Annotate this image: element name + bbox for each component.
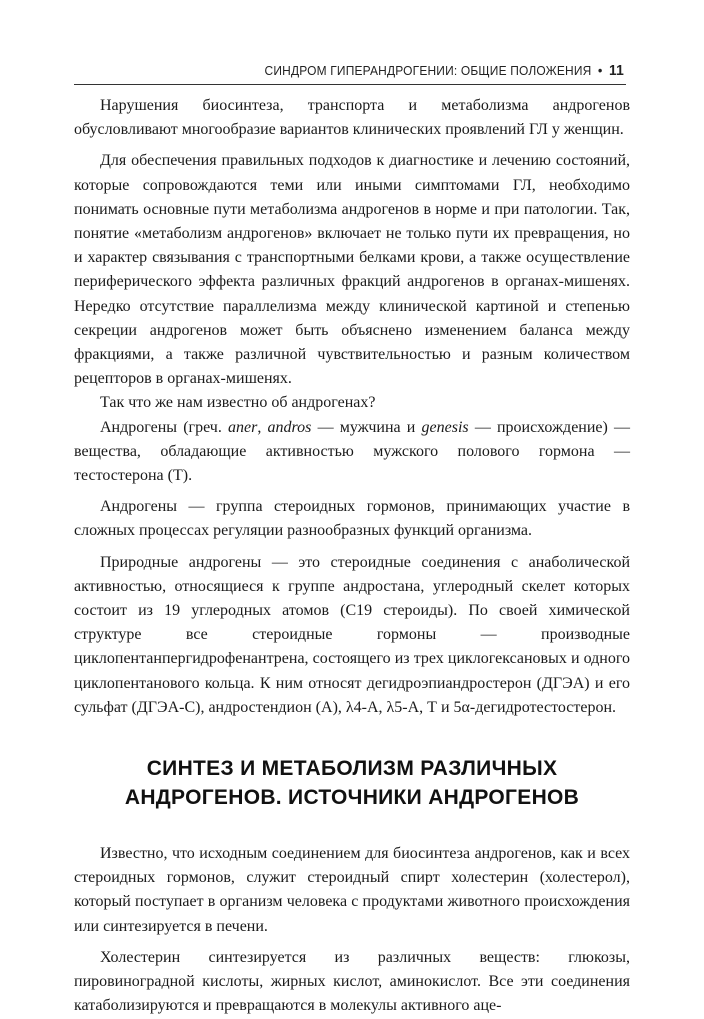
running-title: СИНДРОМ ГИПЕРАНДРОГЕНИИ: ОБЩИЕ ПОЛОЖЕНИЯ [264,63,592,78]
term-aner: aner [228,418,258,436]
paragraph-5: Андрогены — группа стероидных гормонов, принимающих участие в сложных процессах регуляции разнообразных функций организма. [74,498,630,540]
bullet-separator: • [597,62,603,78]
p4-text-c: — мужчина и [311,418,422,436]
p4-text-b: , [257,418,268,436]
section-heading [74,754,630,812]
paragraph-7: Известно, что исходным соединением для биосинтеза андрогенов, как и всех стероидных гормонов, служит стероидный спирт холестерин (холестерол), который поступает в организм человека с продуктами животного происхождения или синтезируется в печени. [74,845,630,935]
running-header [118,62,624,79]
paragraph-8: Холестерин синтезируется из различных веществ: глюкозы, пировиноградной кислоты, жирных кислот, аминокислот. Все эти соединения катаболизируются и превращаются в молекулы активного аце- [74,948,630,1015]
page-number: 11 [609,62,624,79]
paragraph-2: Для обеспечения правильных подходов к диагностике и лечению состояний, которые сопровождаются теми или иными симптомами ГЛ, необходимо понимать основные пути метаболизма андрогенов в норме и при патологии. Так, понятие «метаболизм андрогенов» включает не только пути их превращения, но и характер связывания с транспортными белками крови, а также осуществление периферического эффекта различных фракций андрогенов в органах-мишенях. Нередко отсутствие параллелизма между клинической картиной и степенью секреции андрогенов может быть объяснено изменением баланса между фракциями, а также различной чувствительностью и разным количеством рецепторов в органах-мишенях. [74,152,630,388]
section-heading-line-1: СИНТЕЗ И МЕТАБОЛИЗМ РАЗЛИЧНЫХ [146,757,558,781]
header-rule [74,84,626,85]
paragraph-6: Природные андрогены — это стероидные соединения с анаболической активностью, относящиеся к группе андростана, углеродный скелет которых состоит из 19 углеродных атомов (С19 стероиды). По своей химической структуре все стероидные гормоны — производные циклопентанпергидрофенантрена, состоящего из трех циклогексановых и одного циклопентанового кольца. К ним относят дегидроэпиандростерон (ДГЭА) и его сульфат (ДГЭА-С), андростендион (А), λ4-А, λ5-А, Т и 5α-дегидротестостерон. [74,553,630,716]
paragraph-3: Так что же нам известно об андрогенах? [100,394,376,412]
paragraph-1: Нарушения биосинтеза, транспорта и метаболизма андрогенов обусловливают многообразие вариантов клинических проявлений ГЛ у женщин. [74,97,630,139]
page-body [74,94,630,1019]
p4-text-d: — происхождение) — вещества, обладающие активностью мужского полового гормона — тестостерона (Т). [74,418,631,485]
p4-text-a: Андрогены (греч. [100,418,229,436]
term-genesis: genesis [421,418,469,436]
paragraph-4 [74,416,630,489]
section-heading-line-2: АНДРОГЕНОВ. ИСТОЧНИКИ АНДРОГЕНОВ [124,786,580,810]
term-andros: andros [267,418,312,436]
